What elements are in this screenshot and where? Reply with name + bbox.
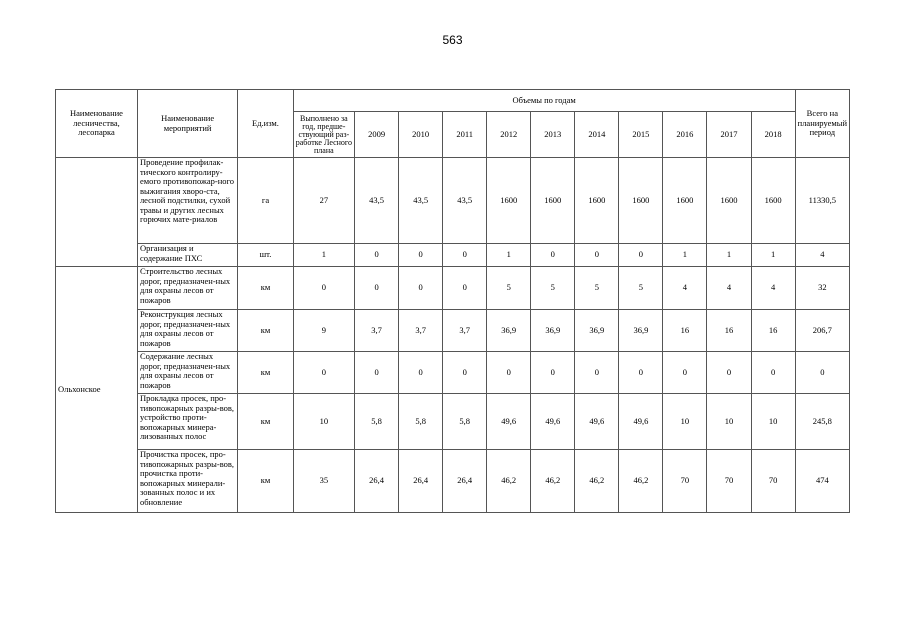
page-number: 563 (442, 33, 463, 47)
unit-cell: км (238, 394, 293, 450)
year-value: 0 (399, 267, 443, 310)
year-value: 0 (531, 244, 575, 267)
year-value: 36,9 (575, 310, 619, 352)
year-value: 46,2 (619, 450, 663, 513)
year-value: 5,8 (399, 394, 443, 450)
year-value: 1 (751, 244, 795, 267)
activity-name: Содержание лесных дорог, предназначен-ных для охраны лесов от пожаров (137, 352, 237, 394)
header-activity: Наименование мероприятий (137, 90, 237, 158)
year-value: 49,6 (619, 394, 663, 450)
year-value: 10 (751, 394, 795, 450)
header-forestry: Наименование лесничества, лесопарка (56, 90, 138, 158)
unit-cell: га (238, 158, 293, 244)
unit-cell: км (238, 267, 293, 310)
year-value: 0 (663, 352, 707, 394)
year-value: 36,9 (619, 310, 663, 352)
previous-year-value: 10 (293, 394, 354, 450)
year-value: 26,4 (399, 450, 443, 513)
total-value: 0 (795, 352, 849, 394)
year-value: 0 (487, 352, 531, 394)
year-value: 49,6 (531, 394, 575, 450)
year-value: 46,2 (487, 450, 531, 513)
year-value: 43,5 (355, 158, 399, 244)
year-value: 0 (575, 244, 619, 267)
year-value: 26,4 (355, 450, 399, 513)
year-value: 0 (531, 352, 575, 394)
header-total: Всего на планируемый период (795, 90, 849, 158)
total-value: 11330,5 (795, 158, 849, 244)
year-value: 49,6 (487, 394, 531, 450)
forestry-name: Ольхонское (56, 267, 138, 513)
header-year: 2012 (487, 112, 531, 158)
year-value: 43,5 (443, 158, 487, 244)
year-value: 10 (707, 394, 751, 450)
table-row (56, 352, 850, 394)
header-year: 2015 (619, 112, 663, 158)
year-value: 16 (663, 310, 707, 352)
year-value: 1600 (575, 158, 619, 244)
year-value: 5,8 (355, 394, 399, 450)
forest-plan-table (55, 89, 850, 513)
total-value: 245,8 (795, 394, 849, 450)
year-value: 0 (443, 352, 487, 394)
header-year: 2010 (399, 112, 443, 158)
year-value: 5 (619, 267, 663, 310)
activity-name: Прочистка просек, про-тивопожарных разры-вов, прочистка проти-вопожарных минерали-зованных полос и их обновление (137, 450, 237, 513)
year-value: 0 (575, 352, 619, 394)
year-value: 0 (619, 244, 663, 267)
year-value: 5 (575, 267, 619, 310)
year-value: 5,8 (443, 394, 487, 450)
year-value: 16 (751, 310, 795, 352)
year-value: 1600 (663, 158, 707, 244)
year-value: 36,9 (487, 310, 531, 352)
year-value: 1 (487, 244, 531, 267)
year-value: 16 (707, 310, 751, 352)
year-value: 26,4 (443, 450, 487, 513)
previous-year-value: 0 (293, 352, 354, 394)
year-value: 70 (663, 450, 707, 513)
previous-year-value: 9 (293, 310, 354, 352)
header-year: 2014 (575, 112, 619, 158)
year-value: 0 (619, 352, 663, 394)
header-year: 2013 (531, 112, 575, 158)
previous-year-value: 27 (293, 158, 354, 244)
year-value: 0 (399, 244, 443, 267)
year-value: 1600 (531, 158, 575, 244)
total-value: 4 (795, 244, 849, 267)
header-previous-year: Выполнено за год, предше-ствующий раз-работке Лесного плана (293, 112, 354, 158)
year-value: 0 (355, 267, 399, 310)
unit-cell: км (238, 450, 293, 513)
year-value: 5 (487, 267, 531, 310)
activity-name: Прокладка просек, про-тивопожарных разры-вов, устройство проти-вопожарных минера-лизованных полос (137, 394, 237, 450)
year-value: 0 (751, 352, 795, 394)
year-value: 0 (443, 267, 487, 310)
activity-name: Строительство лесных дорог, предназначен-ных для охраны лесов от пожаров (137, 267, 237, 310)
table-row (56, 158, 850, 244)
year-value: 0 (355, 244, 399, 267)
year-value: 3,7 (443, 310, 487, 352)
year-value: 1600 (619, 158, 663, 244)
table-row (56, 394, 850, 450)
year-value: 43,5 (399, 158, 443, 244)
previous-year-value: 1 (293, 244, 354, 267)
header-year: 2009 (355, 112, 399, 158)
previous-year-value: 0 (293, 267, 354, 310)
activity-name: Реконструкция лесных дорог, предназначен-ных для охраны лесов от пожаров (137, 310, 237, 352)
unit-cell: км (238, 310, 293, 352)
year-value: 70 (707, 450, 751, 513)
table-row (56, 450, 850, 513)
table-row (56, 310, 850, 352)
table-row (56, 244, 850, 267)
year-value: 0 (355, 352, 399, 394)
year-value: 5 (531, 267, 575, 310)
header-unit: Ед.изм. (238, 90, 293, 158)
header-year: 2017 (707, 112, 751, 158)
year-value: 1600 (487, 158, 531, 244)
header-year: 2016 (663, 112, 707, 158)
table-row (56, 267, 850, 310)
year-value: 3,7 (355, 310, 399, 352)
year-value: 0 (707, 352, 751, 394)
year-value: 1600 (751, 158, 795, 244)
year-value: 4 (707, 267, 751, 310)
year-value: 4 (663, 267, 707, 310)
year-value: 0 (399, 352, 443, 394)
header-year: 2011 (443, 112, 487, 158)
year-value: 10 (663, 394, 707, 450)
year-value: 0 (443, 244, 487, 267)
year-value: 1600 (707, 158, 751, 244)
header-volumes-by-year: Объемы по годам (293, 90, 795, 112)
activity-name: Проведение профилак-тического контролиру-емого противопожар-ного выжигания хворо-ста, лесной подстилки, сухой травы и других лесных горючих мате-риалов (137, 158, 237, 244)
unit-cell: шт. (238, 244, 293, 267)
year-value: 46,2 (575, 450, 619, 513)
year-value: 49,6 (575, 394, 619, 450)
total-value: 206,7 (795, 310, 849, 352)
year-value: 1 (663, 244, 707, 267)
header-year: 2018 (751, 112, 795, 158)
total-value: 32 (795, 267, 849, 310)
previous-year-value: 35 (293, 450, 354, 513)
year-value: 70 (751, 450, 795, 513)
year-value: 1 (707, 244, 751, 267)
year-value: 36,9 (531, 310, 575, 352)
year-value: 3,7 (399, 310, 443, 352)
year-value: 46,2 (531, 450, 575, 513)
year-value: 4 (751, 267, 795, 310)
total-value: 474 (795, 450, 849, 513)
forestry-cell-empty (56, 158, 138, 267)
unit-cell: км (238, 352, 293, 394)
activity-name: Организация и содержание ПХС (137, 244, 237, 267)
